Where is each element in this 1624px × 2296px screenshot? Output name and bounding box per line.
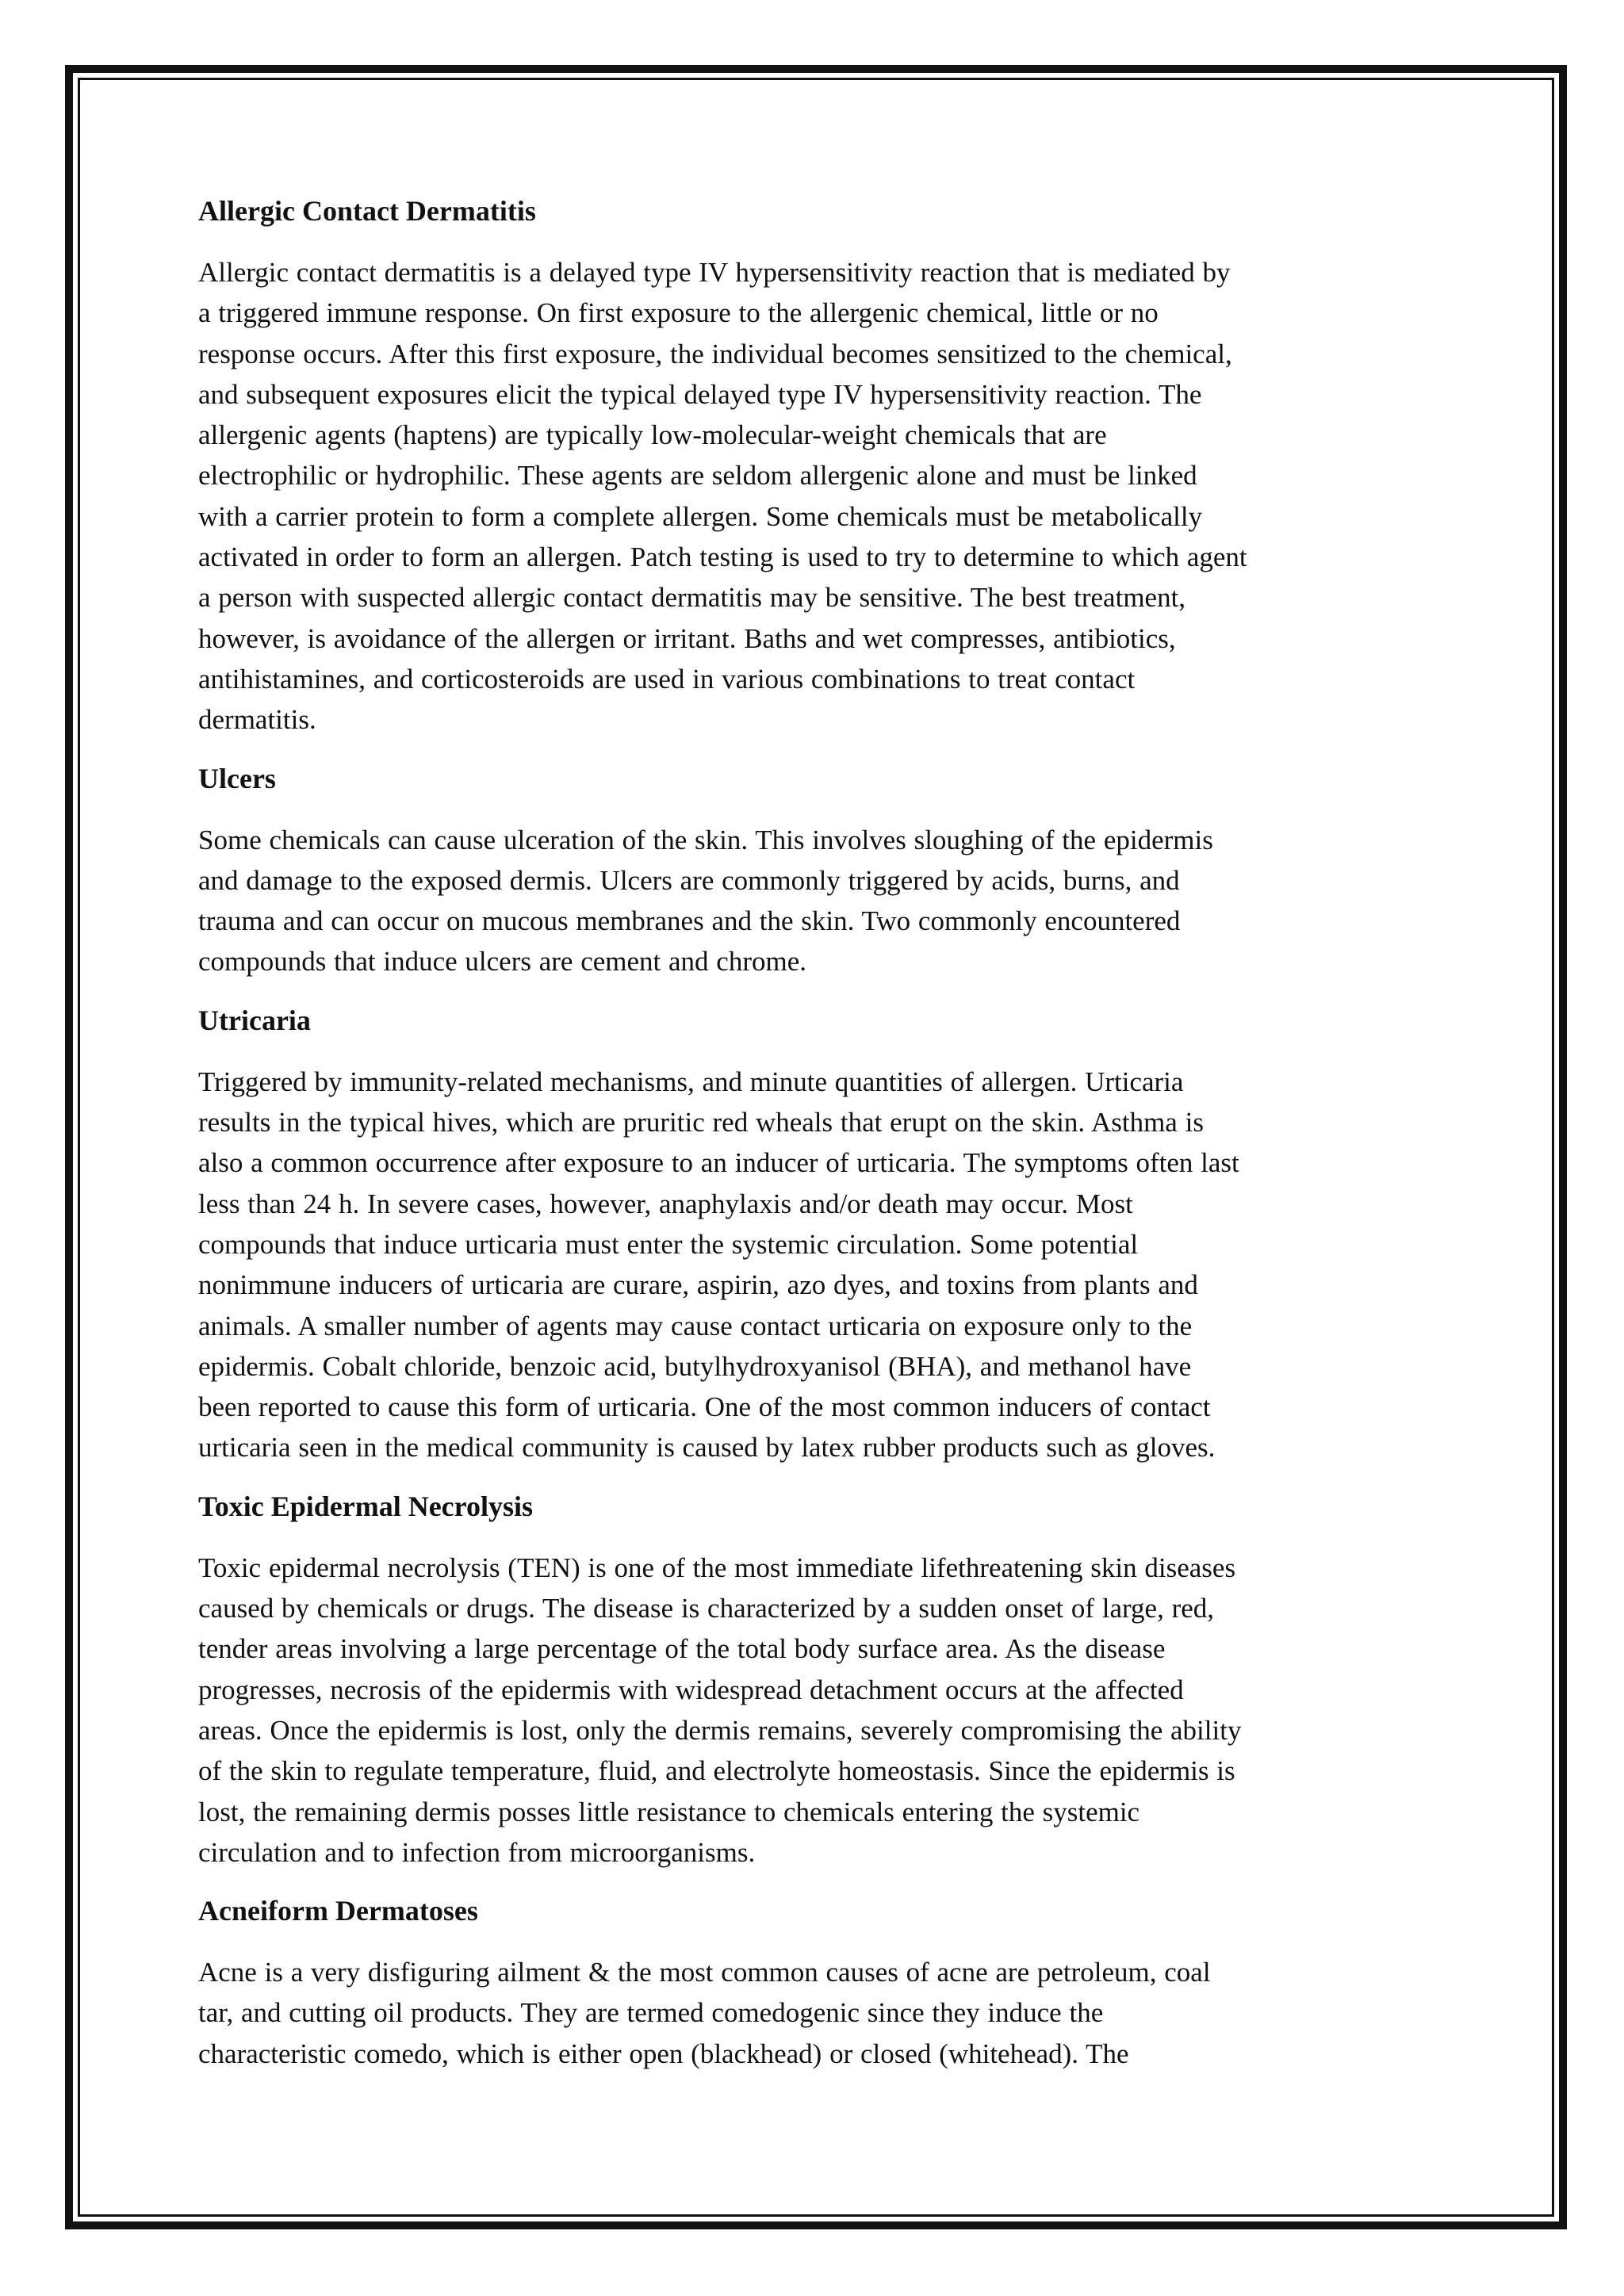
paragraph-line: been reported to cause this form of urticaria. One of the most common inducers of contact xyxy=(198,1391,1211,1423)
paragraph-line: a person with suspected allergic contact dermatitis may be sensitive. The best treatment, xyxy=(198,582,1186,614)
paragraph-line: tender areas involving a large percentage of the total body surface area. As the disease xyxy=(198,1633,1166,1665)
paragraph-line: Triggered by immunity-related mechanisms, and minute quantities of allergen. Urticaria xyxy=(198,1066,1184,1097)
paragraph-line: animals. A smaller number of agents may cause contact urticaria on exposure only to the xyxy=(198,1310,1193,1341)
paragraph-line: characteristic comedo, which is either open (blackhead) or closed (whitehead). The xyxy=(198,2038,1129,2069)
paragraph-line: Acne is a very disfiguring ailment & the most common causes of acne are petroleum, coal xyxy=(198,1957,1211,1988)
paragraph-line: circulation and to infection from microorganisms. xyxy=(198,1836,756,1868)
paragraph-line: Allergic contact dermatitis is a delayed type IV hypersensitivity reaction that is mediated by xyxy=(198,257,1231,288)
paragraph-line: compounds that induce ulcers are cement and chrome. xyxy=(198,946,806,978)
section-heading-ulcers: Ulcers xyxy=(198,762,276,794)
section-heading-utricaria: Utricaria xyxy=(198,1004,311,1036)
paragraph-line: nonimmune inducers of urticaria are curare, aspirin, azo dyes, and toxins from plants and xyxy=(198,1269,1198,1301)
paragraph-line: dermatitis. xyxy=(198,704,316,736)
paragraph-line: epidermis. Cobalt chloride, benzoic acid, butylhydroxyanisol (BHA), and methanol have xyxy=(198,1350,1192,1382)
paragraph-line: electrophilic or hydrophilic. These agents are seldom allergenic alone and must be linked xyxy=(198,460,1197,492)
paragraph-line: progresses, necrosis of the epidermis with widespread detachment occurs at the affected xyxy=(198,1674,1184,1705)
section-paragraph-acneiform-dermatoses xyxy=(198,1952,1419,2074)
paragraph-line: a triggered immune response. On first exposure to the allergenic chemical, little or no xyxy=(198,297,1159,329)
paragraph-line: Toxic epidermal necrolysis (TEN) is one of the most immediate lifethreatening skin diseases xyxy=(198,1552,1236,1583)
section-paragraph-allergic-contact-dermatitis xyxy=(198,252,1419,740)
paragraph-line: compounds that induce urticaria must enter the systemic circulation. Some potential xyxy=(198,1228,1139,1260)
paragraph-line: also a common occurrence after exposure to an inducer of urticaria. The symptoms often last xyxy=(198,1147,1239,1179)
section-paragraph-toxic-epidermal-necrolysis xyxy=(198,1548,1419,1873)
paragraph-line: areas. Once the epidermis is lost, only the dermis remains, severely compromising the ability xyxy=(198,1714,1242,1746)
paragraph-line: and damage to the exposed dermis. Ulcers are commonly triggered by acids, burns, and xyxy=(198,864,1180,896)
paragraph-line: allergenic agents (haptens) are typically low-molecular-weight chemicals that are xyxy=(198,419,1107,451)
paragraph-line: tar, and cutting oil products. They are termed comedogenic since they induce the xyxy=(198,1997,1104,2029)
paragraph-line: and subsequent exposures elicit the typical delayed type IV hypersensitivity reaction. The xyxy=(198,378,1202,410)
paragraph-line: activated in order to form an allergen. Patch testing is used to try to determine to which agent xyxy=(198,541,1247,573)
document-body xyxy=(198,190,1419,2091)
paragraph-line: Some chemicals can cause ulceration of the skin. This involves sloughing of the epidermis xyxy=(198,824,1213,855)
paragraph-line: caused by chemicals or drugs. The disease is characterized by a sudden onset of large, red, xyxy=(198,1593,1215,1624)
section-heading-acneiform-dermatoses: Acneiform Dermatoses xyxy=(198,1895,478,1927)
paragraph-line: however, is avoidance of the allergen or irritant. Baths and wet compresses, antibiotics, xyxy=(198,622,1176,654)
paragraph-line: lost, the remaining dermis posses little resistance to chemicals entering the systemic xyxy=(198,1796,1140,1827)
paragraph-line: urticaria seen in the medical community is caused by latex rubber products such as gloves. xyxy=(198,1432,1216,1464)
paragraph-line: with a carrier protein to form a complete allergen. Some chemicals must be metabolically xyxy=(198,500,1203,532)
paragraph-line: trauma and can occur on mucous membranes and the skin. Two commonly encountered xyxy=(198,905,1181,937)
section-paragraph-ulcers xyxy=(198,820,1419,982)
paragraph-line: response occurs. After this first exposure, the individual becomes sensitized to the chemical, xyxy=(198,338,1232,369)
paragraph-line: of the skin to regulate temperature, fluid, and electrolyte homeostasis. Since the epidermis is xyxy=(198,1755,1235,1787)
section-heading-allergic-contact-dermatitis: Allergic Contact Dermatitis xyxy=(198,195,536,227)
paragraph-line: less than 24 h. In severe cases, however, anaphylaxis and/or death may occur. Most xyxy=(198,1188,1133,1219)
paragraph-line: results in the typical hives, which are pruritic red wheals that erupt on the skin. Asthma is xyxy=(198,1107,1204,1138)
section-paragraph-utricaria xyxy=(198,1062,1419,1468)
section-heading-toxic-epidermal-necrolysis: Toxic Epidermal Necrolysis xyxy=(198,1490,533,1522)
paragraph-line: antihistamines, and corticosteroids are used in various combinations to treat contact xyxy=(198,663,1136,695)
